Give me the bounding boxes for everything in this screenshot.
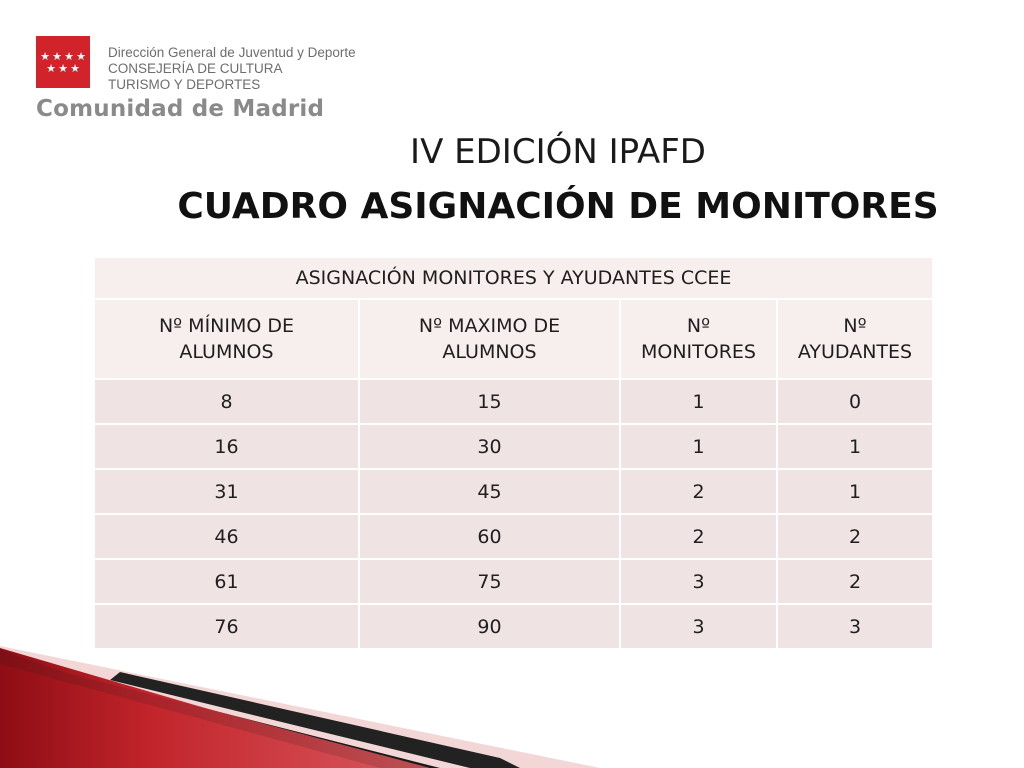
table-cell: 3 <box>620 604 777 649</box>
svg-text:★: ★ <box>46 62 56 75</box>
table-row <box>94 469 933 514</box>
table-cell: 75 <box>359 559 620 604</box>
table-cell: 61 <box>94 559 359 604</box>
brand-name: Comunidad de Madrid <box>36 96 325 122</box>
table-cell: 90 <box>359 604 620 649</box>
org-line: Dirección General de Juventud y Deporte <box>108 45 356 60</box>
table-cell: 8 <box>94 379 359 424</box>
column-header: Nº MONITORES <box>620 299 777 379</box>
svg-text:★: ★ <box>64 50 74 63</box>
assignment-table <box>93 256 934 650</box>
table-cell: 1 <box>620 379 777 424</box>
table-cell: 1 <box>777 469 933 514</box>
slide-subtitle: CUADRO ASIGNACIÓN DE MONITORES <box>177 186 939 227</box>
table-row <box>94 424 933 469</box>
stars-icon <box>36 36 90 88</box>
table-cell: 2 <box>620 514 777 559</box>
comunidad-madrid-logo <box>34 36 374 126</box>
table-cell: 76 <box>94 604 359 649</box>
table-caption: ASIGNACIÓN MONITORES Y AYUDANTES CCEE <box>94 257 933 299</box>
table-row <box>94 559 933 604</box>
column-header: Nº MAXIMO DE ALUMNOS <box>359 299 620 379</box>
table-cell: 45 <box>359 469 620 514</box>
table-cell: 3 <box>777 604 933 649</box>
table-cell: 2 <box>777 559 933 604</box>
column-header: Nº MÍNIMO DE ALUMNOS <box>94 299 359 379</box>
decorative-swoosh <box>0 640 1024 768</box>
table-cell: 1 <box>620 424 777 469</box>
column-header: Nº AYUDANTES <box>777 299 933 379</box>
svg-text:★: ★ <box>76 50 86 63</box>
svg-text:★: ★ <box>52 50 62 63</box>
madrid-flag-icon <box>36 36 90 88</box>
table-row <box>94 514 933 559</box>
table-cell: 30 <box>359 424 620 469</box>
table-cell: 31 <box>94 469 359 514</box>
table-cell: 0 <box>777 379 933 424</box>
svg-text:★: ★ <box>58 62 68 75</box>
table-cell: 60 <box>359 514 620 559</box>
table-cell: 46 <box>94 514 359 559</box>
table-caption-row <box>94 257 933 299</box>
table-row <box>94 379 933 424</box>
table-cell: 15 <box>359 379 620 424</box>
svg-text:★: ★ <box>40 50 50 63</box>
organization-name <box>108 45 356 93</box>
table-cell: 2 <box>620 469 777 514</box>
svg-text:★: ★ <box>70 62 80 75</box>
table-cell: 16 <box>94 424 359 469</box>
table-cell: 1 <box>777 424 933 469</box>
table-header-row <box>94 299 933 379</box>
slide-title: IV EDICIÓN IPAFD <box>410 132 706 172</box>
org-line: TURISMO Y DEPORTES <box>108 77 261 92</box>
table-cell: 2 <box>777 514 933 559</box>
table-cell: 3 <box>620 559 777 604</box>
org-line: CONSEJERÍA DE CULTURA <box>108 61 283 76</box>
